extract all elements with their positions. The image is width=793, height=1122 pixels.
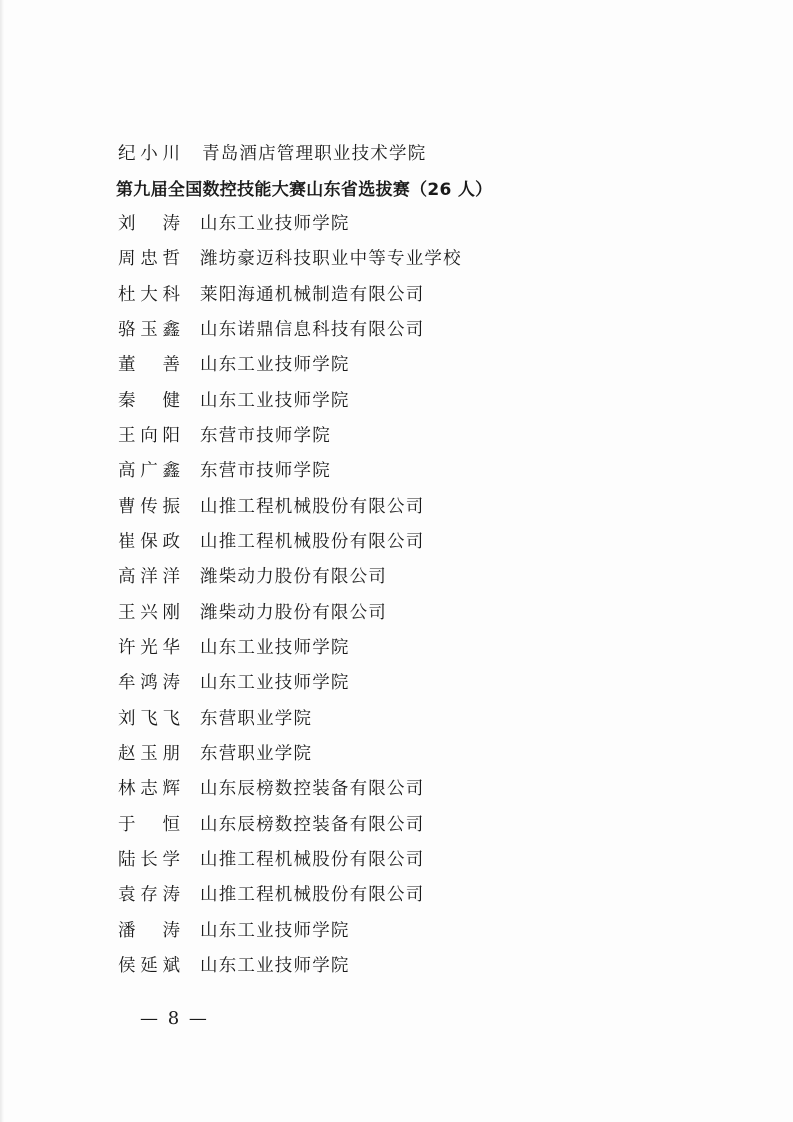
- person-name: 杜大科: [118, 285, 180, 305]
- person-name: 袁存涛: [118, 885, 180, 905]
- organization: 山推工程机械股份有限公司: [200, 850, 425, 870]
- person-name: 林志辉: [118, 779, 180, 799]
- person-name: 崔保政: [118, 532, 180, 552]
- person-name: 刘飞飞: [118, 709, 180, 729]
- person-name: 侯延斌: [118, 956, 180, 976]
- organization: 山推工程机械股份有限公司: [200, 497, 425, 517]
- organization: 潍柴动力股份有限公司: [200, 567, 387, 587]
- organization: 东营市技师学院: [200, 461, 331, 481]
- person-name: 周忠哲: [118, 249, 180, 269]
- person-name: 于 恒: [118, 815, 180, 835]
- person-name: 赵玉朋: [118, 744, 180, 764]
- organization: 山东工业技师学院: [200, 355, 350, 375]
- person-name: 王向阳: [118, 426, 180, 446]
- organization: 山东工业技师学院: [200, 921, 350, 941]
- person-name: 刘 涛: [118, 214, 180, 234]
- organization: 山东诺鼎信息科技有限公司: [200, 320, 425, 340]
- person-name: 曹传振: [118, 497, 180, 517]
- organization: 山东工业技师学院: [200, 391, 350, 411]
- organization: 山东辰榜数控装备有限公司: [200, 815, 425, 835]
- organization: 山东辰榜数控装备有限公司: [200, 779, 425, 799]
- organization: 莱阳海通机械制造有限公司: [200, 285, 425, 305]
- organization: 东营市技师学院: [200, 426, 331, 446]
- person-name: 潘 涛: [118, 921, 180, 941]
- person-name: 陆长学: [118, 850, 180, 870]
- organization: 山东工业技师学院: [200, 214, 350, 234]
- organization: 东营职业学院: [200, 744, 313, 764]
- organization: 青岛酒店管理职业技术学院: [202, 144, 427, 164]
- organization: 潍柴动力股份有限公司: [200, 603, 387, 623]
- organization: 山推工程机械股份有限公司: [200, 532, 425, 552]
- person-name: 骆玉鑫: [118, 320, 180, 340]
- section-heading: 第九届全国数控技能大赛山东省选拔赛（26 人）: [116, 180, 493, 200]
- person-name: 秦 健: [118, 391, 180, 411]
- person-name: 高广鑫: [118, 461, 180, 481]
- organization: 山推工程机械股份有限公司: [200, 885, 425, 905]
- person-name: 王兴刚: [118, 603, 180, 623]
- scan-edge-shadow: [0, 0, 4, 1122]
- organization: 山东工业技师学院: [200, 638, 350, 658]
- person-name: 牟鸿涛: [118, 673, 180, 693]
- person-name: 高洋洋: [118, 567, 180, 587]
- person-name: 纪小川: [118, 144, 180, 164]
- organization: 潍坊豪迈科技职业中等专业学校: [200, 249, 462, 269]
- person-name: 董 善: [118, 355, 180, 375]
- organization: 东营职业学院: [200, 709, 313, 729]
- organization: 山东工业技师学院: [200, 956, 350, 976]
- organization: 山东工业技师学院: [200, 673, 350, 693]
- person-name: 许光华: [118, 638, 180, 658]
- page-number: — 8 —: [140, 1008, 209, 1029]
